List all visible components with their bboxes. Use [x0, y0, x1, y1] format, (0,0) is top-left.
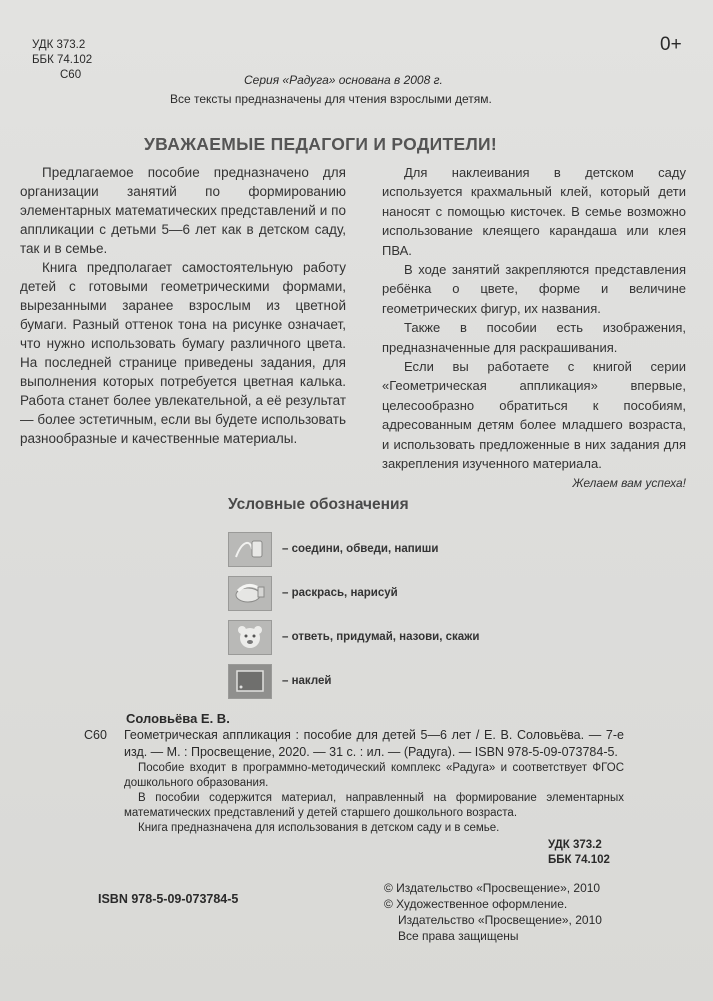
paragraph: В ходе занятий закрепляются представления ребёнка о цвете, форме и величине геометрических фигур, их названия.	[382, 262, 686, 316]
sticker-frame-icon	[228, 664, 272, 699]
udk-code: УДК 373.2	[548, 839, 602, 851]
paragraph: Для наклеивания в детском саду используется крахмальный клей, который дети наносят с помощью кисточек. В семье возможно использование клеящего карандаша или клея ПВА.	[382, 165, 686, 258]
legend-label: – ответь, придумай, назови, скажи	[282, 631, 480, 643]
legend-item	[228, 615, 479, 659]
legend-label: – раскрась, нарисуй	[282, 587, 398, 599]
copyright-block	[384, 880, 602, 944]
isbn: ISBN 978-5-09-073784-5	[98, 892, 239, 906]
bbk-code: ББК 74.102	[548, 854, 610, 866]
annotation-line: Книга предназначена для использования в детском саду и в семье.	[138, 822, 500, 834]
left-column	[20, 163, 346, 448]
copyright-line: Все права защищены	[398, 929, 519, 943]
series-line: Серия «Радуга» основана в 2008 г.	[244, 73, 443, 87]
bbk-code: ББК 74.102	[32, 54, 93, 66]
bear-face-icon	[228, 620, 272, 655]
bibliographic-main	[84, 727, 624, 761]
bibliographic-record	[84, 710, 624, 836]
annotation-line: В пособии содержится материал, направленный на формирование элементарных математических представлений у детей старшего дошкольного возраста.	[124, 792, 624, 819]
author-code: С60	[60, 69, 82, 81]
legend-label: – соедини, обведи, напиши	[282, 543, 439, 555]
legend-label: – наклей	[282, 675, 332, 687]
record-codes	[548, 838, 610, 868]
paint-brush-icon	[228, 576, 272, 611]
copyright-line: Издательство «Просвещение», 2010	[398, 913, 602, 927]
paragraph: Если вы работаете с книгой серии «Геометрическая аппликация» впервые, целесообразно обратиться к пособиям, адресованным детям более младшего возраста, и использовать предложенные в них задания для закрепления изученного материала.	[382, 359, 686, 472]
paragraph: Книга предполагает самостоятельную работу детей с готовыми геометрическими формами, вырезанными заранее взрослым из цветной бумаги. Разный оттенок тона на рисунке означает, что нужно использовать бумагу различного цвета. На последней странице приведены задания, для выполнения которых потребуется цветная калька. Работа станет более увлекательной, а её результат — более эстетичным, если вы будете использовать разнообразные и качественные материалы.	[20, 260, 346, 446]
right-column	[382, 163, 686, 493]
wish-line: Желаем вам успеха!	[572, 475, 686, 490]
legend	[228, 527, 479, 703]
classification-codes	[32, 38, 92, 83]
legend-item	[228, 659, 479, 703]
udk-code: УДК 373.2	[32, 39, 86, 51]
bibliographic-code: С60	[84, 728, 107, 742]
page-title: УВАЖАЕМЫЕ ПЕДАГОГИ И РОДИТЕЛИ!	[144, 134, 498, 154]
copyright-line: © Издательство «Просвещение», 2010	[384, 881, 601, 895]
hand-pencil-icon	[228, 532, 272, 567]
copyright-line: © Художественное оформление.	[384, 897, 568, 911]
legend-title: Условные обозначения	[228, 496, 409, 513]
age-rating: 0+	[660, 34, 682, 55]
annotation-line: Пособие входит в программно-методический комплекс «Радуга» и соответствует ФГОС дошкольного образования.	[124, 762, 624, 789]
author-name: Соловьёва Е. В.	[126, 711, 230, 726]
paragraph: Предлагаемое пособие предназначено для организации занятий по формированию элементарных математических представлений и по аппликации с детьми 5—6 лет как в детском саду, так и в семье.	[20, 165, 346, 256]
annotation	[124, 761, 624, 836]
bibliographic-description: Геометрическая аппликация : пособие для детей 5—6 лет / Е. В. Соловьёва. — 7-е изд. — М. : Просвещение, 2020. — 31 с. : ил. — (Радуга). — ISBN 978-5-09-073784-5.	[124, 728, 624, 759]
legend-item	[228, 527, 479, 571]
paragraph: Также в пособии есть изображения, предназначенные для раскрашивания.	[382, 320, 686, 355]
legend-item	[228, 571, 479, 615]
reading-note: Все тексты предназначены для чтения взрослыми детям.	[170, 92, 492, 106]
